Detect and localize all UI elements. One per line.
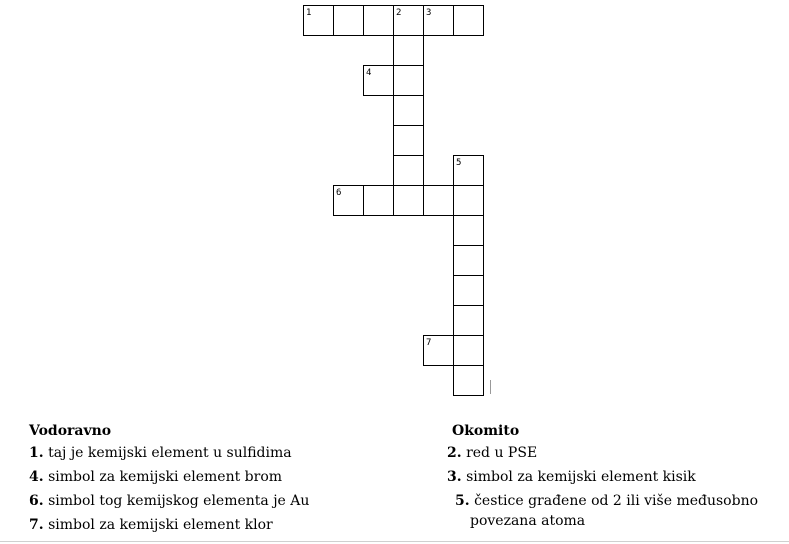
crossword-cell[interactable] [393,125,424,156]
down-heading: Okomito [452,423,520,439]
crossword-cell[interactable] [363,65,394,96]
crossword-cell[interactable] [423,335,454,366]
cell-number: 2 [396,8,402,18]
crossword-cell[interactable] [453,215,484,246]
crossword-cell[interactable] [453,365,484,396]
clue-number: 3. [447,469,462,485]
crossword-cell[interactable] [453,275,484,306]
clue-text: simbol za kemijski element kisik [461,469,696,485]
clue-down-5 [455,491,775,531]
crossword-cell[interactable] [393,35,424,66]
clue-text: čestice građene od 2 ili više međusobno [469,493,759,509]
clue-down-2 [447,443,537,463]
cell-number: 3 [426,8,432,18]
clue-text-continued: povezana atoma [470,513,586,529]
clue-text: simbol za kemijski element klor [43,517,273,533]
clue-text: simbol za kemijski element brom [43,469,283,485]
clue-text: simbol tog kemijskog elementa je Au [43,493,310,509]
crossword-cell[interactable] [333,5,364,36]
cell-number: 4 [366,68,372,78]
clue-across-1 [29,443,292,463]
page-bottom-rule [0,541,789,542]
crossword-cell[interactable] [453,305,484,336]
clue-number: 2. [447,445,462,461]
clue-number: 7. [29,517,44,533]
crossword-cell[interactable] [423,185,454,216]
clue-across-6 [29,491,309,511]
crossword-cell[interactable] [453,185,484,216]
crossword-cell[interactable] [453,335,484,366]
clue-text: taj je kemijski element u sulfidima [43,445,292,461]
crossword-cell[interactable] [333,185,364,216]
clue-number: 4. [29,469,44,485]
text-cursor [490,380,491,394]
cell-number: 1 [306,8,312,18]
crossword-cell[interactable] [423,5,454,36]
crossword-cell[interactable] [453,245,484,276]
clue-number: 5. [455,493,470,509]
crossword-cell[interactable] [303,5,334,36]
cell-number: 7 [426,338,432,348]
clue-number: 6. [29,493,44,509]
crossword-cell[interactable] [393,155,424,186]
crossword-cell[interactable] [393,185,424,216]
crossword-cell[interactable] [393,5,424,36]
clue-text: red u PSE [461,445,538,461]
clue-down-3 [447,467,696,487]
cell-number: 6 [336,188,342,198]
cell-number: 5 [456,158,462,168]
clue-across-7 [29,515,273,535]
crossword-cell[interactable] [393,95,424,126]
crossword-cell[interactable] [453,155,484,186]
crossword-cell[interactable] [363,185,394,216]
crossword-cell[interactable] [363,5,394,36]
crossword-cell[interactable] [393,65,424,96]
crossword-cell[interactable] [453,5,484,36]
across-heading: Vodoravno [29,423,112,439]
clue-across-4 [29,467,282,487]
clue-number: 1. [29,445,44,461]
